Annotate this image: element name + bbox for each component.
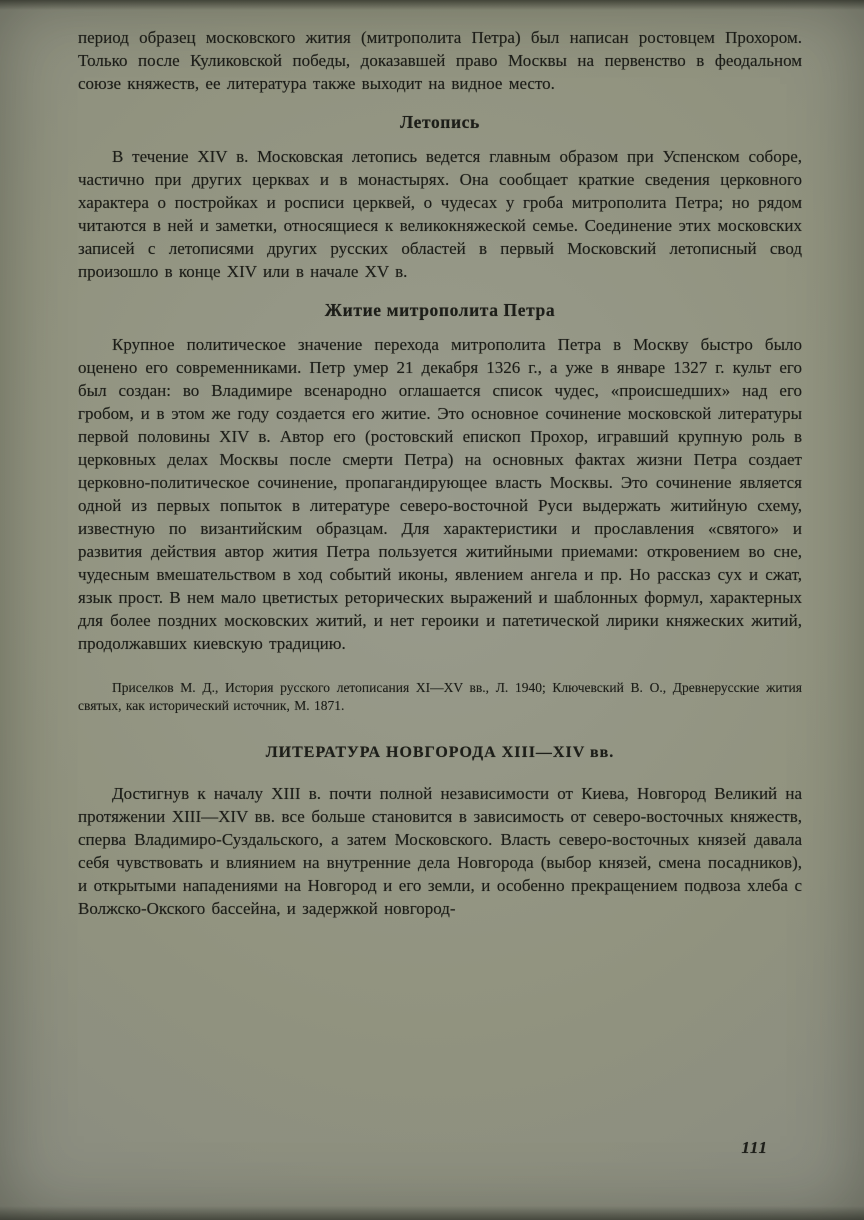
zhitie-petra-paragraph: Крупное политическое значение перехода митрополита Петра в Москву быстро было оценено его современниками. Петр умер 21 декабря 1326 г., а уже в январе 1327 г. культ его был создан: во Владимире всенародно оглашается список чудес, «происшедших» над его гробом, и в этом же году создается его житие. Это основное сочинение московской литературы первой половины XIV в. Автор его (ростовский епископ Прохор, игравший крупную роль в церковных делах Москвы после смерти Петра) на основных фактах жизни Петра создает церковно-политическое сочинение, пропагандирующее власть Москвы. Это сочинение является одной из первых попыток в литературе северо-восточной Руси выдержать житийную схему, известную по византийским образцам. Для характеристики и прославления «святого» и развития действия автор жития Петра пользуется житийными приемами: откровением во сне, чудесным вмешательством в ход событий иконы, явлением ангела и пр. Но рассказ сух и сжат, язык прост. В нем мало цветистых реторических выражений и шаблонных формул, характерных для более поздних московских житий, и нет героики и патетической лирики княжеских житий, продолжавших киевскую традицию. xyxy=(78,335,802,653)
novgorod-paragraph: Достигнув к началу XIII в. почти полной независимости от Киева, Новгород Великий на протяжении XIII—XIV вв. все больше становится в зависимость от северо-восточных княжеств, сперва Владимиро-Суздальского, а затем Московского. Власть северо-восточных князей давала себя чувствовать и влиянием на внутренние дела Новгорода (выбор князей, смена посадников), и открытыми нападениями на Новгород и его земли, и особенно прекращением подвоза хлеба с Волжско-Окского бассейна, и задержкой новгород- xyxy=(78,784,802,918)
page-number: 111 xyxy=(741,1138,768,1157)
letopis-paragraph: В течение XIV в. Московская летопись ведется главным образом при Успенском соборе, частично при других церквах и в монастырях. Она сообщает краткие сведения церковного характера о постройках и росписи церквей, о чудесах у гроба митрополита Петра; но рядом читаются в ней и заметки, относящиеся к великокняжеской семье. Соединение этих московских записей с летописями других русских областей в первый Московский летописный свод произошло в конце XIV или в начале XV в. xyxy=(78,147,802,281)
section-heading-zhitie-petra: Житие митрополита Петра xyxy=(324,300,556,320)
bibliography-paragraph: Приселков М. Д., История русского летописания XI—XV вв., Л. 1940; Ключевский В. О., Древнерусские жития святых, как исторический источник, М. 1871. xyxy=(78,680,802,713)
chapter-heading-novgorod-literature: ЛИТЕРАТУРА НОВГОРОДА XIII—XIV вв. xyxy=(265,744,615,761)
continuation-paragraph: период образец московского жития (митрополита Петра) был написан ростовцем Прохором. Только после Куликовской победы, доказавшей право Москвы на первенство в феодальном союзе княжеств, ее литература также выходит на видное место. xyxy=(78,28,802,93)
section-heading-letopis: Летопись xyxy=(400,112,480,132)
